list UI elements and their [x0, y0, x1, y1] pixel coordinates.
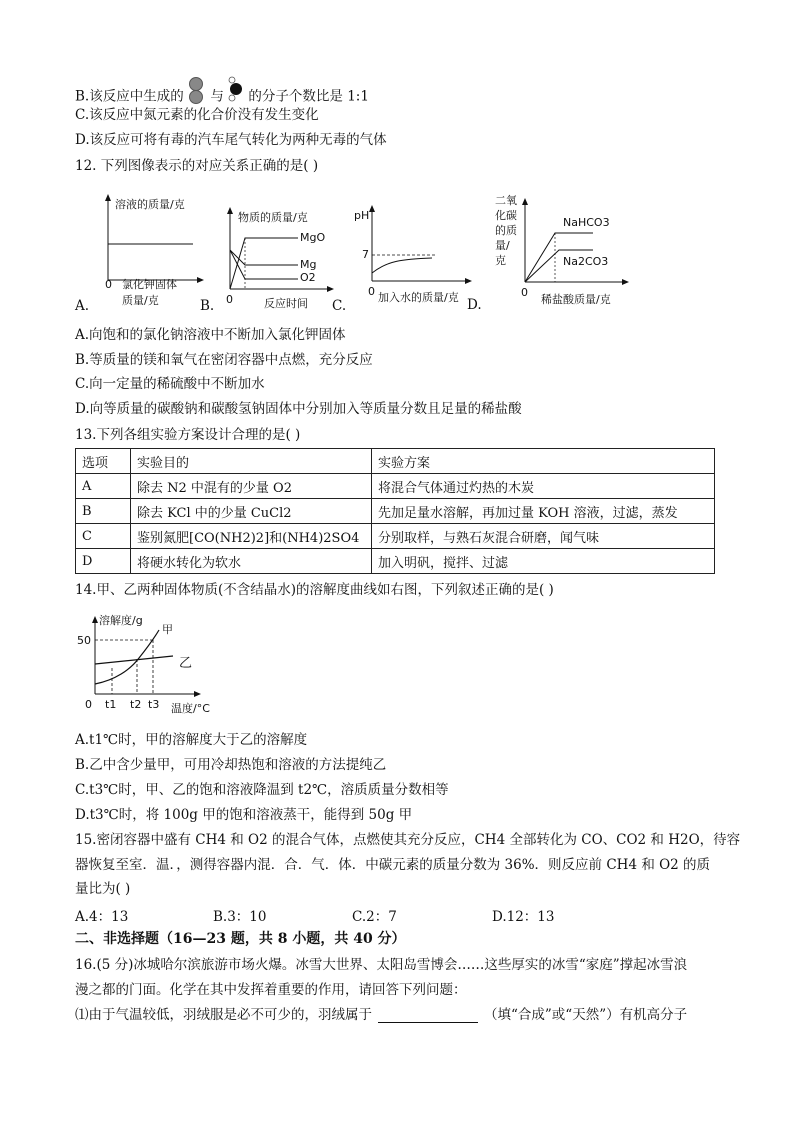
q14-t1: t1: [105, 698, 117, 711]
graph-c-mark-7: 7: [362, 248, 369, 261]
graph-b-xlabel: 反应时间: [264, 297, 308, 310]
q14-option-a: A.t1℃时，甲的溶解度大于乙的溶解度: [75, 732, 308, 748]
table-cell: 将混合气体通过灼热的木炭: [372, 474, 715, 499]
graph-b-mgo-line: [230, 238, 298, 289]
graph-b-origin: 0: [226, 293, 233, 306]
table-header-cell: 实验方案: [372, 449, 715, 474]
q15-line-3: 量比为( ): [75, 881, 131, 897]
q12-graph-a: [75, 190, 205, 315]
q14-option-d: D.t3℃时，将 100g 甲的饱和溶液蒸干，能得到 50g 甲: [75, 807, 413, 823]
q11-option-d: D.该反应可将有毒的汽车尾气转化为两种无毒的气体: [75, 132, 387, 148]
graph-d-ylabel-3: 的质: [495, 224, 517, 237]
graph-d-xlabel: 稀盐酸质量/克: [541, 293, 611, 306]
q15-line-2: 器恢复至室．温．，测得容器内混．合．气．体．中碳元素的质量分数为 36%．则反应前 CH4 和 O2 的质: [75, 857, 711, 873]
q15-option-b: B.3：10: [213, 909, 267, 925]
table-cell: 分别取样，与熟石灰混合研磨，闻气味: [372, 524, 715, 549]
q14-curve-jia: [95, 630, 159, 684]
graph-b-series-mg: Mg: [300, 258, 317, 271]
table-header-cell: 实验目的: [131, 449, 372, 474]
table-cell: 除去 KCl 中的少量 CuCl2: [131, 499, 372, 524]
q14-ylabel: 溶解度/g: [99, 614, 143, 627]
table-cell: D: [76, 549, 131, 574]
q16-line-2: 漫之都的门面。化学在其中发挥着重要的作用，请回答下列问题：: [75, 982, 467, 998]
q16-answer-blank[interactable]: [378, 1008, 478, 1023]
table-row: [76, 499, 715, 524]
q16-line-1: 16.(5 分)冰城哈尔滨旅游市场火爆。冰雪大世界、太阳岛雪博会……这些厚实的冰雪“家庭”撑起冰雪浪: [75, 957, 688, 973]
table-cell: 加入明矾，搅拌、过滤: [372, 549, 715, 574]
graph-d-origin: 0: [521, 286, 528, 299]
graph-a-tag: A.: [75, 298, 90, 314]
graph-b-tag: B.: [200, 298, 215, 314]
graph-d-tag: D.: [467, 297, 482, 313]
q14-stem: 14.甲、乙两种固体物质(不含结晶水)的溶解度曲线如右图，下列叙述正确的是( ): [75, 582, 554, 598]
q12-option-d: D.向等质量的碳酸钠和碳酸氢钠固体中分别加入等质量分数且足量的稀盐酸: [75, 401, 522, 417]
graph-a-ylabel: 溶液的质量/克: [115, 198, 185, 211]
q12-option-b: B.等质量的镁和氧气在密闭容器中点燃，充分反应: [75, 352, 373, 368]
q12-option-a: A.向饱和的氯化钠溶液中不断加入氯化钾固体: [75, 327, 346, 343]
q14-option-c: C.t3℃时，甲、乙的饱和溶液降温到 t2℃，溶质质量分数相等: [75, 782, 449, 798]
graph-a-xlabel-2: 质量/克: [122, 294, 159, 307]
q14-xlabel: 温度/°C: [171, 702, 210, 715]
graph-d-ylabel-2: 化碳: [495, 209, 517, 222]
graph-d-series-nahco3: NaHCO3: [563, 216, 610, 229]
graph-d-ylabel-1: 二氧: [495, 194, 517, 207]
q15-option-c: C.2：7: [352, 909, 397, 925]
q14-y50: 50: [77, 634, 91, 647]
q12-graph-b: [200, 205, 340, 315]
q15-option-a: A.4：13: [75, 909, 129, 925]
q12-graph-c: [332, 203, 482, 318]
table-row: [76, 474, 715, 499]
q14-t3: t3: [148, 698, 160, 711]
q14-label-jia: 甲: [162, 623, 173, 636]
q15-line-1: 15.密闭容器中盛有 CH4 和 O2 的混合气体，点燃使其充分反应，CH4 全部转化为 CO、CO2 和 H2O，待容: [75, 832, 741, 848]
q13-table: [75, 448, 715, 574]
q12-stem: 12. 下列图像表示的对应关系正确的是( ): [75, 158, 319, 174]
table-cell: 鉴别氮肥[CO(NH2)2]和(NH4)2SO4: [131, 524, 372, 549]
q15-option-d: D.12：13: [492, 909, 555, 925]
q14-label-yi: 乙: [179, 656, 193, 671]
q11-option-c: C.该反应中氮元素的化合价没有发生变化: [75, 107, 319, 123]
graph-c-curve: [372, 258, 432, 273]
graph-c-origin: 0: [368, 285, 375, 298]
table-header-row: [76, 449, 715, 474]
graph-b-ylabel: 物质的质量/克: [238, 211, 308, 224]
q14-t2: t2: [130, 698, 142, 711]
q12-option-c: C.向一定量的稀硫酸中不断加水: [75, 376, 265, 392]
graph-a-origin: 0: [105, 278, 112, 291]
table-cell: 先加足量水溶解，再加过量 KOH 溶液，过滤，蒸发: [372, 499, 715, 524]
graph-b-mg-line: [230, 250, 298, 265]
q11-option-b: B.该反应中生成的 与 的分子个数比是 1:1: [75, 82, 369, 112]
table-cell: B: [76, 499, 131, 524]
q14-solubility-graph: [75, 612, 235, 717]
graph-c-ylabel: pH: [354, 209, 370, 222]
q13-stem: 13.下列各组实验方案设计合理的是( ): [75, 427, 301, 443]
table-cell: 将硬水转化为软水: [131, 549, 372, 574]
table-cell: C: [76, 524, 131, 549]
q16-sub-1: ⑴由于气温较低，羽绒服是必不可少的，羽绒属于 （填“合成”或“天然”）有机高分子: [75, 1007, 688, 1023]
graph-b-series-mgo: MgO: [300, 231, 326, 244]
graph-c-xlabel: 加入水的质量/克: [378, 291, 459, 304]
q14-curve-yi: [95, 656, 173, 664]
table-cell: A: [76, 474, 131, 499]
table-row: [76, 524, 715, 549]
graph-d-ylabel-5: 克: [495, 254, 506, 267]
table-cell: 除去 N2 中混有的少量 O2: [131, 474, 372, 499]
q12-graph-d: [467, 188, 637, 316]
graph-c-tag: C.: [332, 298, 347, 314]
table-header-cell: 选项: [76, 449, 131, 474]
q14-option-b: B.乙中含少量甲，可用冷却热饱和溶液的方法提纯乙: [75, 757, 387, 773]
q14-origin: 0: [85, 698, 92, 711]
table-row: [76, 549, 715, 574]
section-2-title: 二、非选择题（16—23 题，共 8 小题，共 40 分）: [75, 931, 406, 947]
graph-a-xlabel-1: 氯化钾固体: [122, 278, 177, 291]
graph-d-series-na2co3: Na2CO3: [563, 255, 609, 268]
graph-d-ylabel-4: 量/: [495, 239, 510, 252]
graph-b-series-o2: O2: [300, 271, 316, 284]
